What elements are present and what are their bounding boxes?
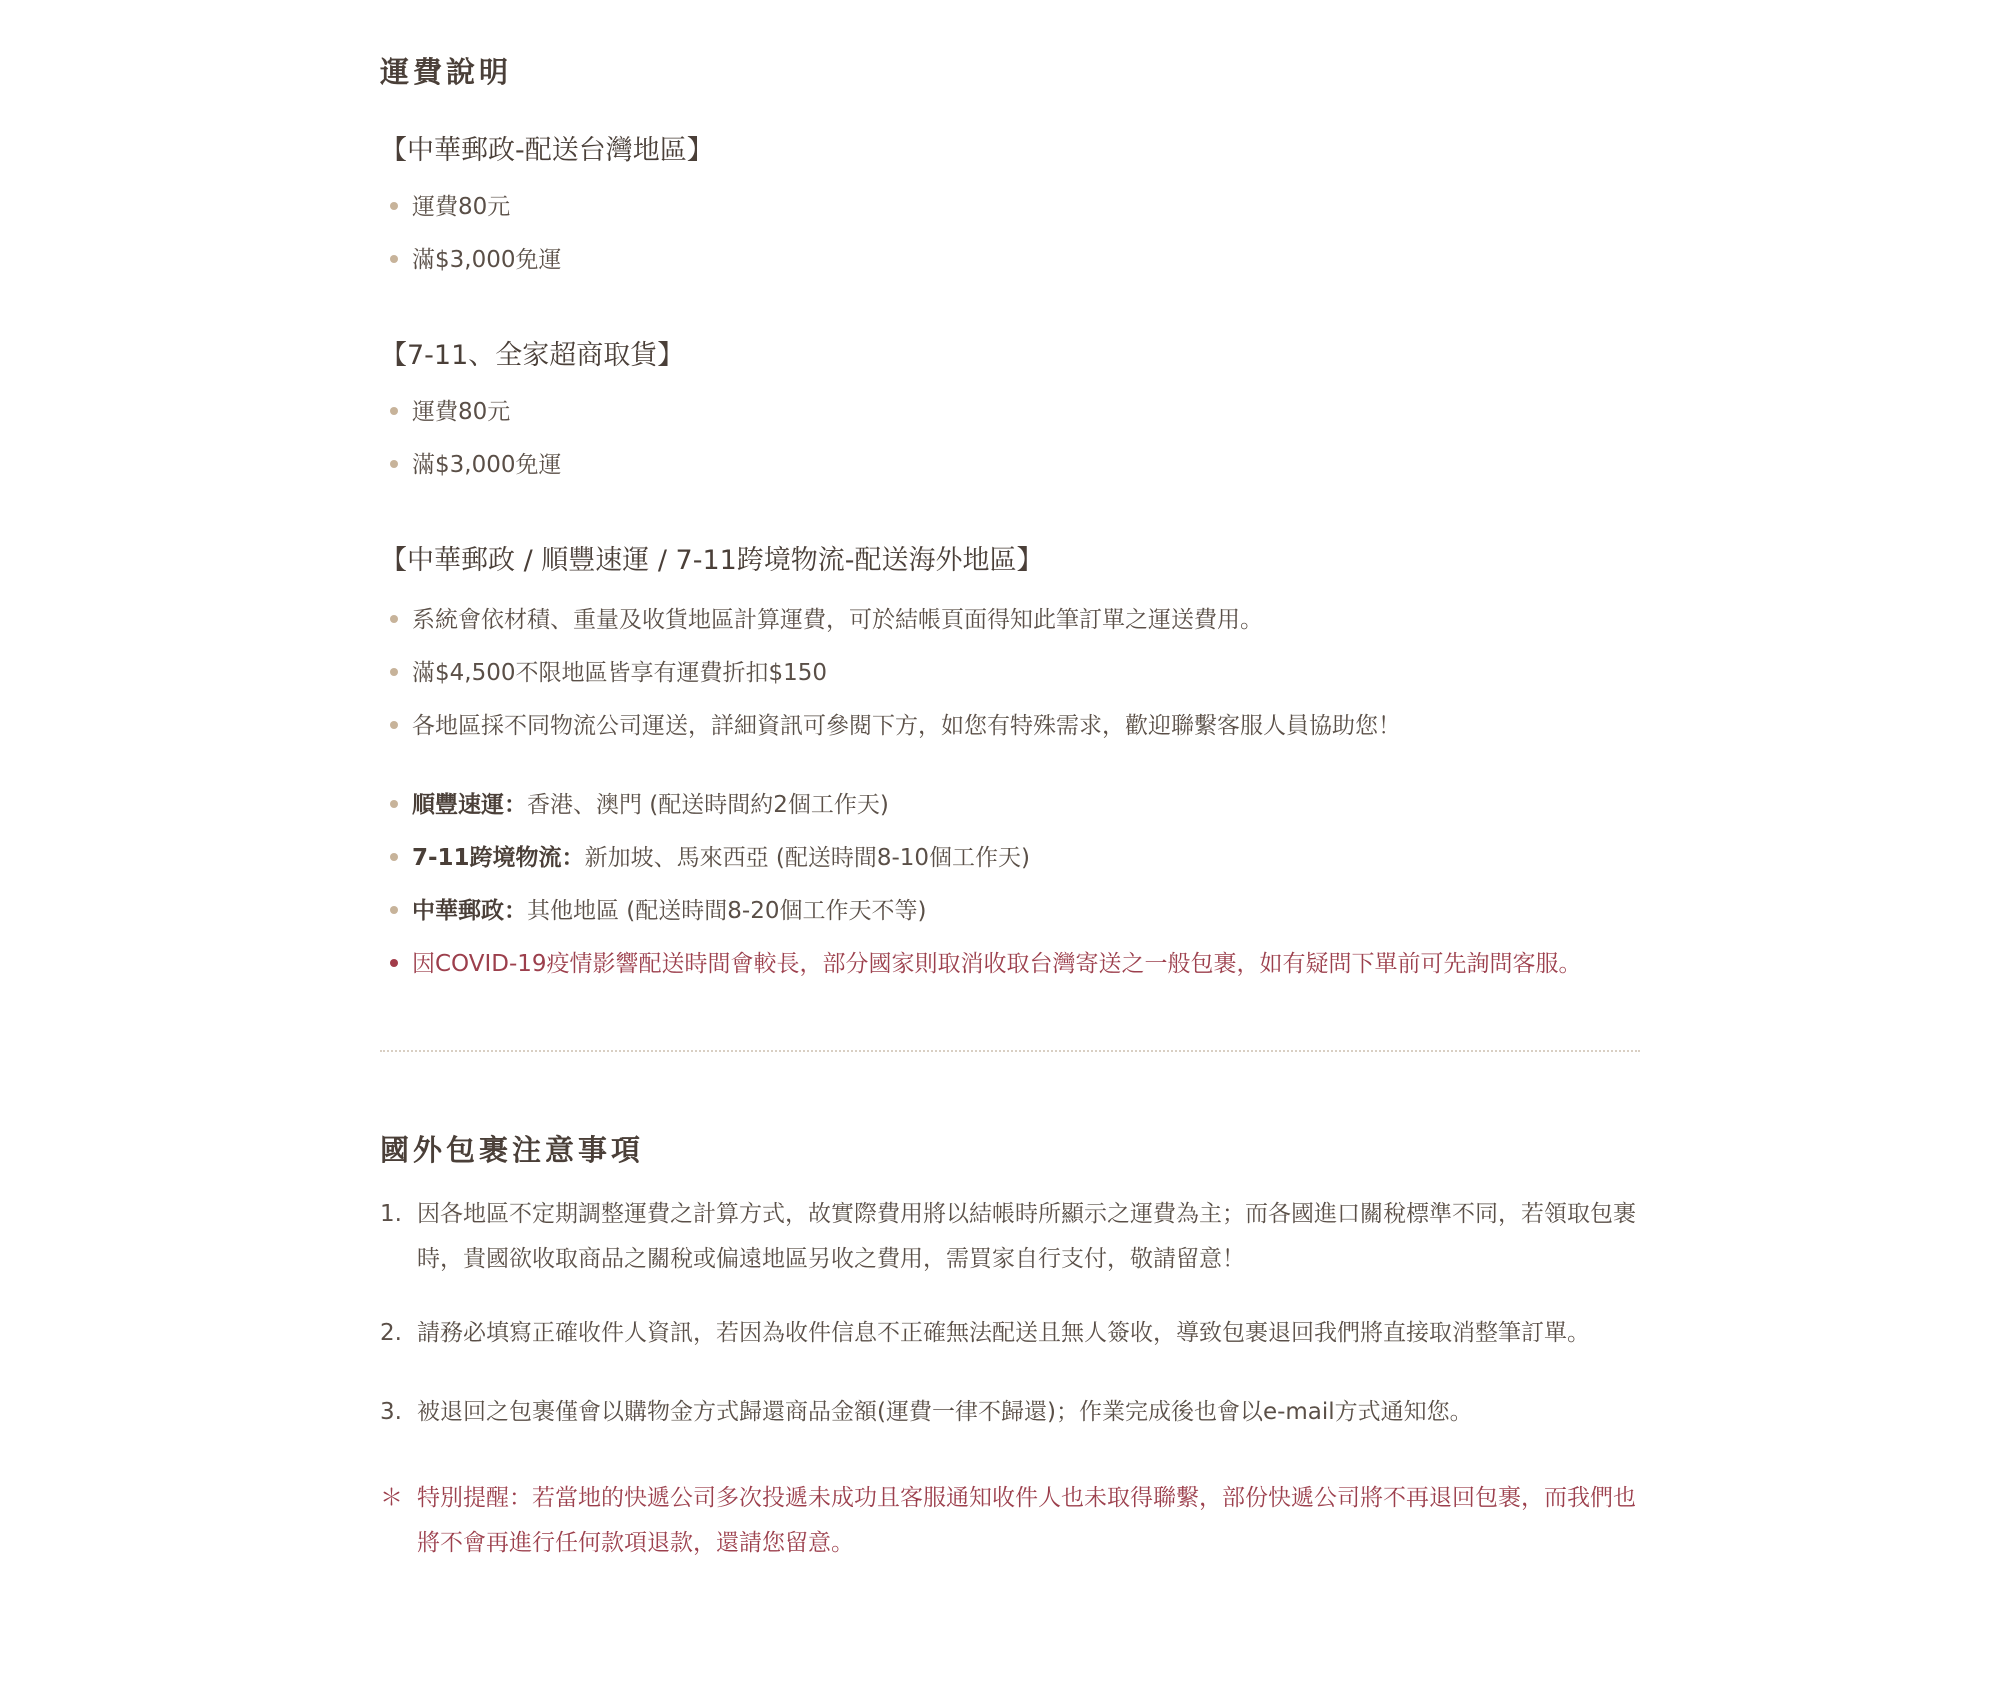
overseas-title: 國外包裹注意事項 <box>380 1133 645 1167</box>
bullet-dot-icon <box>390 906 398 914</box>
covid-alert: 因COVID-19疫情影響配送時間會較長，部分國家則取消收取台灣寄送之一般包裹，如有疑問下單前可先詢問客服。 <box>390 945 1582 978</box>
shipping-title: 運費說明 <box>380 55 513 89</box>
bullet-dot-icon <box>390 959 398 967</box>
carrier-item: 順豐速運：香港、澳門 (配送時間約2個工作天) <box>390 786 889 819</box>
group-title-convenience-store: 【7-11、全家超商取貨】 <box>380 340 685 371</box>
notice-item: 1. 因各地區不定期調整運費之計算方式，故實際費用將以結帳時所顯示之運費為主；而各國進口關稅標準不同，若領取包裹時，貴國欲收取商品之關稅或偏遠地區另收之費用，需買家自行支付，敬請留意！ <box>380 1201 1636 1272</box>
section-divider <box>380 1050 1640 1052</box>
bullet-dot-icon <box>390 668 398 676</box>
list-item: 滿$3,000免運 <box>390 446 561 479</box>
carrier-item: 中華郵政：其他地區 (配送時間8-20個工作天不等) <box>390 892 926 925</box>
list-item: 運費80元 <box>390 188 510 221</box>
list-item: 滿$3,000免運 <box>390 241 561 274</box>
bullet-dot-icon <box>390 853 398 861</box>
carrier-item: 7-11跨境物流：新加坡、馬來西亞 (配送時間8-10個工作天) <box>390 839 1030 872</box>
special-reminder: ＊ 特別提醒：若當地的快遞公司多次投遞未成功且客服通知收件人也未取得聯繫，部份快遞公司將不再退回包裹，而我們也將不會再進行任何款項退款，還請您留意。 <box>380 1476 1640 1566</box>
bullet-dot-icon <box>390 407 398 415</box>
list-item: 各地區採不同物流公司運送，詳細資訊可參閱下方，如您有特殊需求，歡迎聯繫客服人員協助您！ <box>390 707 1401 740</box>
list-item: 運費80元 <box>390 393 510 426</box>
notice-item: 3. 被退回之包裹僅會以購物金方式歸還商品金額(運費一律不歸還)；作業完成後也會以e-mail方式通知您。 <box>380 1399 1473 1425</box>
list-item: 系統會依材積、重量及收貨地區計算運費，可於結帳頁面得知此筆訂單之運送費用。 <box>390 601 1263 634</box>
bullet-dot-icon <box>390 721 398 729</box>
notice-item: 2. 請務必填寫正確收件人資訊，若因為收件信息不正確無法配送且無人簽收，導致包裹退回我們將直接取消整筆訂單。 <box>380 1320 1590 1346</box>
bullet-dot-icon <box>390 460 398 468</box>
bullet-dot-icon <box>390 615 398 623</box>
asterisk-icon: ＊ <box>380 1485 403 1511</box>
bullet-dot-icon <box>390 202 398 210</box>
bullet-dot-icon <box>390 800 398 808</box>
group-title-taiwan-post: 【中華郵政-配送台灣地區】 <box>380 135 714 166</box>
group-title-overseas: 【中華郵政 / 順豐速運 / 7-11跨境物流-配送海外地區】 <box>380 545 1044 576</box>
bullet-dot-icon <box>390 255 398 263</box>
list-item: 滿$4,500不限地區皆享有運費折扣$150 <box>390 654 827 687</box>
